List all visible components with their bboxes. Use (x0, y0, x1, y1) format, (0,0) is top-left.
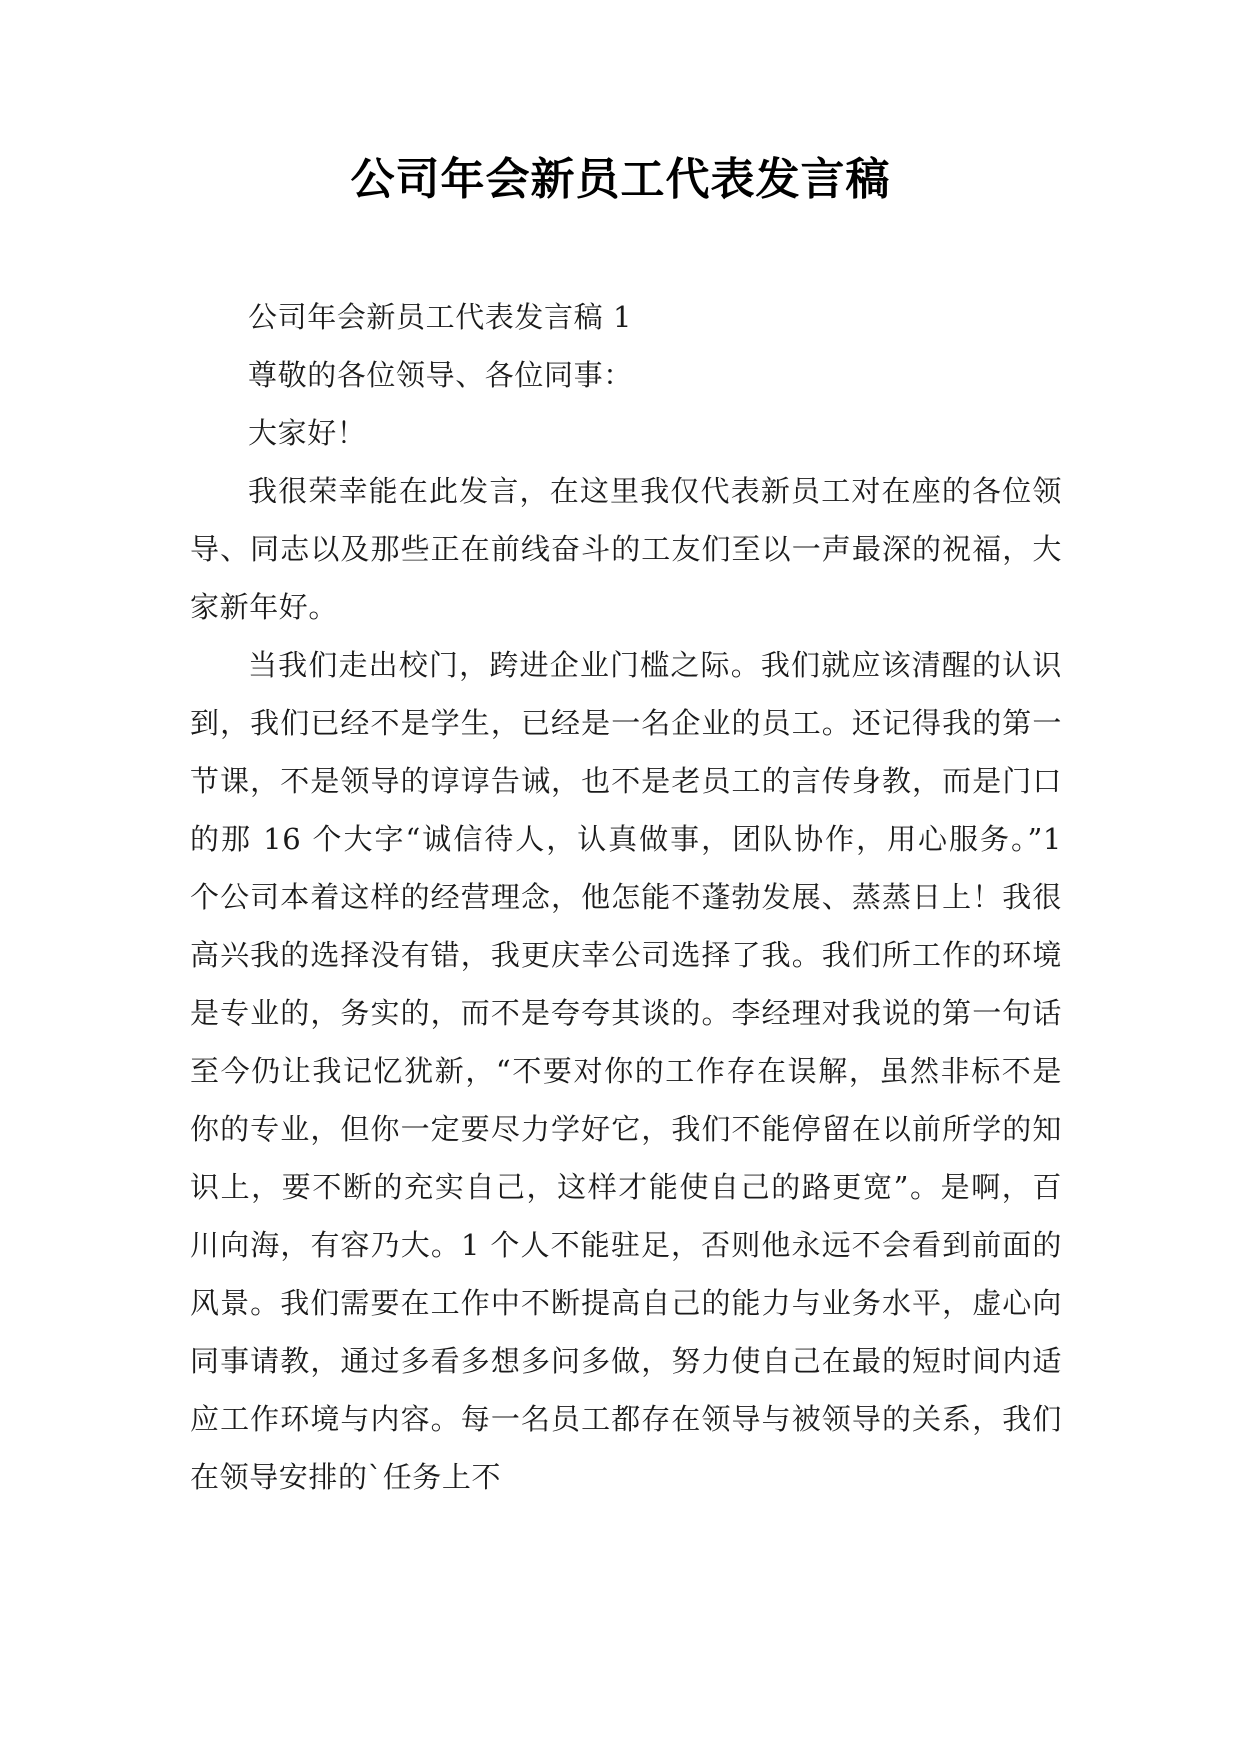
body-paragraph-main: 当我们走出校门，跨进企业门槛之际。我们就应该清醒的认识到，我们已经不是学生，已经是一名企业的员工。还记得我的第一节课，不是领导的谆谆告诫，也不是老员工的言传身教，而是门口的那 16 个大字“诚信待人，认真做事，团队协作，用心服务。”1 个公司本着这样的经营理念，他怎能不蓬勃发展、蒸蒸日上！我很高兴我的选择没有错，我更庆幸公司选择了我。我们所工作的环境是专业的，务实的，而不是夸夸其谈的。李经理对我说的第一句话至今仍让我记忆犹新，“不要对你的工作存在误解，虽然非标不是你的专业，但你一定要尽力学好它，我们不能停留在以前所学的知识上，要不断的充实自己，这样才能使自己的路更宽”。是啊，百川向海，有容乃大。1 个人不能驻足，否则他永远不会看到前面的风景。我们需要在工作中不断提高自己的能力与业务水平，虚心向同事请教，通过多看多想多问多做，努力使自己在最的短时间内适应工作环境与内容。每一名员工都存在领导与被领导的关系，我们在领导安排的`任务上不 (190, 648, 1062, 1494)
document-body (190, 288, 1062, 1506)
speech-subtitle: 公司年会新员工代表发言稿 1 (248, 300, 633, 334)
body-paragraph-intro: 我很荣幸能在此发言，在这里我仅代表新员工对在座的各位领导、同志以及那些正在前线奋斗的工友们至以一声最深的祝福，大家新年好。 (190, 474, 1062, 624)
greeting: 大家好！ (248, 416, 367, 450)
salutation: 尊敬的各位领导、各位同事： (248, 358, 633, 392)
document-title: 公司年会新员工代表发言稿 (350, 154, 891, 205)
